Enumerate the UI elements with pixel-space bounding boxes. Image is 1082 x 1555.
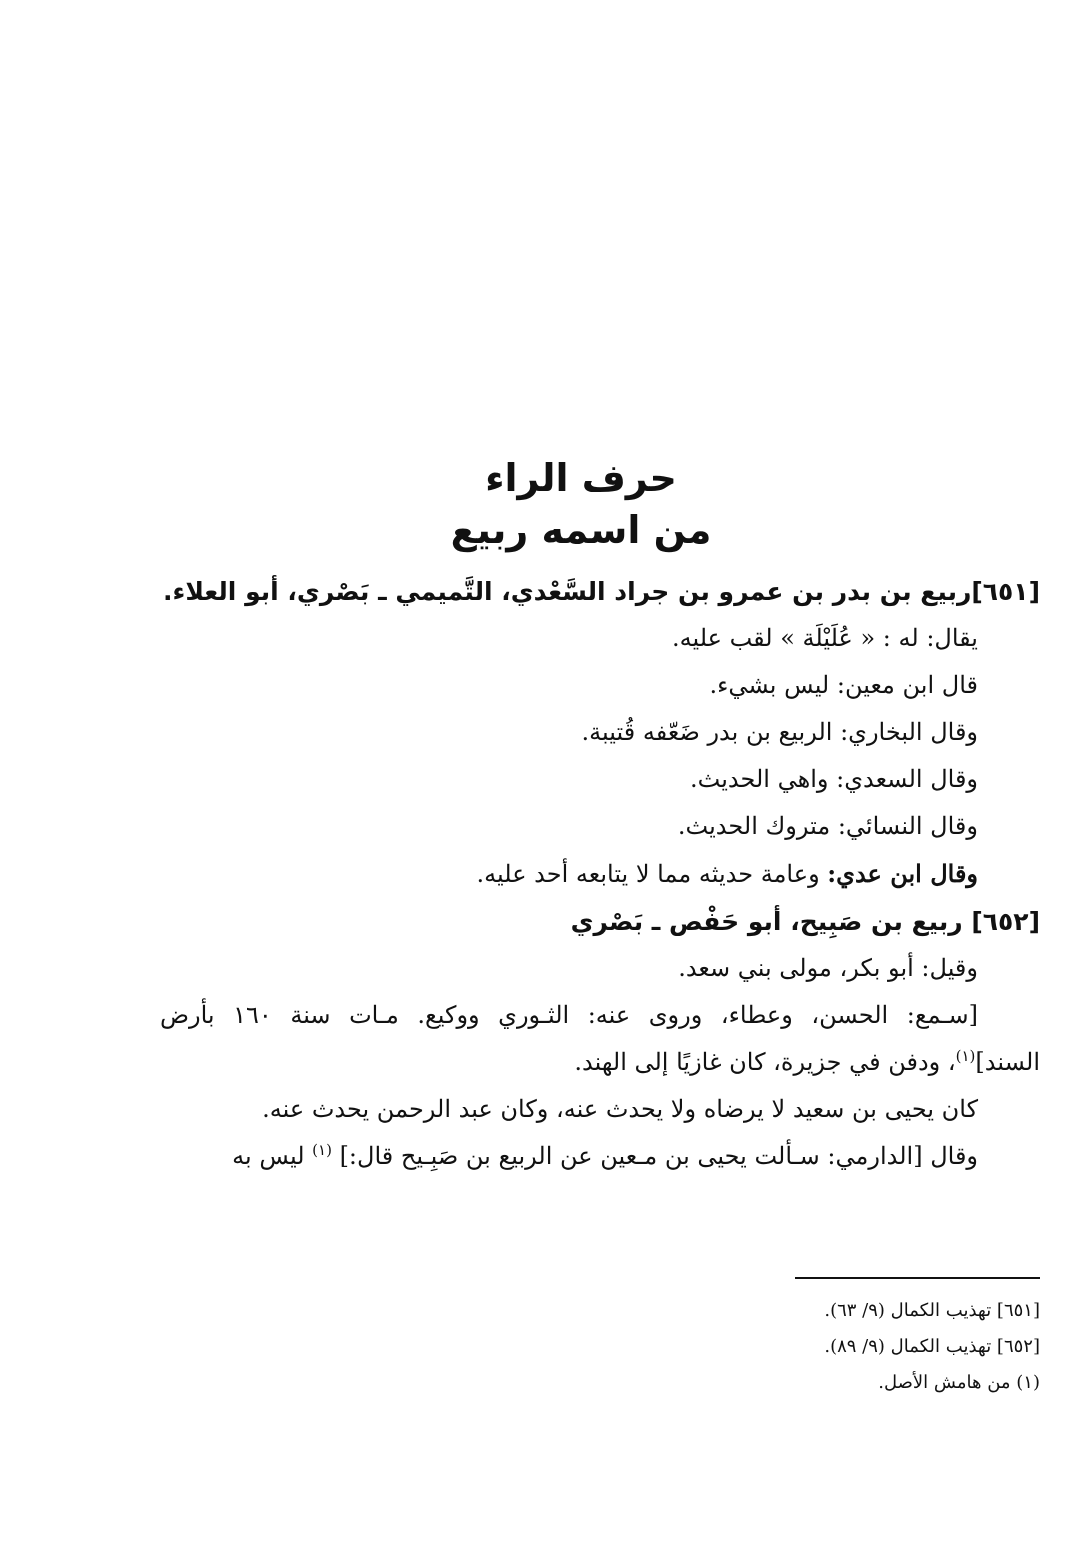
entry-652-line: وقيل: أبو بكر، مولى بني سعد.: [678, 954, 978, 982]
entry-652-line-start: السند]: [975, 1048, 1040, 1076]
footnote-divider: [795, 1277, 1040, 1279]
chapter-title: حرف الراء: [485, 456, 677, 500]
main-text: [160, 568, 1040, 1180]
entry-651-line-text: وعامة حديثه مما لا يتابعه أحد عليه.: [476, 860, 820, 888]
speaker-label: وقال ابن عدي:: [827, 859, 978, 888]
entry-652-line: [160, 1133, 1040, 1180]
footnotes: [480, 1277, 1040, 1401]
footnote: [٦٥٢] تهذيب الكمال (٩/ ٨٩).: [824, 1336, 1040, 1357]
entry-652-heading: [٦٥٢] ربيع بن صَبِيح، أبو حَفْص ـ بَصْري: [570, 907, 1040, 936]
entry-652-line-end: ، ودفن في جزيرة، كان غازيًا إلى الهند.: [574, 1048, 956, 1076]
entry-651-line: وقال السعدي: واهي الحديث.: [690, 765, 978, 793]
entry-651-line: [160, 850, 1040, 898]
entry-651-line: وقال النسائي: متروك الحديث.: [677, 812, 978, 840]
entry-652-line: كان يحيى بن سعيد لا يرضاه ولا يحدث عنه، وكان عبد الرحمن يحدث عنه.: [262, 1095, 978, 1123]
footnote-marker: (١): [312, 1141, 332, 1159]
entry-651-line: قال ابن معين: ليس بشيء.: [709, 671, 978, 699]
entry-651-line: وقال البخاري: الربيع بن بدر ضَعّفه قُتيبة.: [581, 718, 978, 746]
footnote: [٦٥١] تهذيب الكمال (٩/ ٦٣).: [824, 1300, 1040, 1321]
chapter-heading: [0, 452, 1082, 556]
entry-652-line-end: ليس به: [232, 1142, 305, 1170]
entry-651-heading: [٦٥١]ربيع بن بدر بن عمرو بن جراد السَّعْدي، التَّميمي ـ بَصْري، أبو العلاء.: [163, 577, 1040, 606]
entry-651-line: يقال: له : « عُلَيْلَة » لقب عليه.: [671, 624, 978, 652]
footnote: (١) من هامش الأصل.: [878, 1372, 1040, 1393]
section-title: من اسمه ربيع: [450, 508, 712, 552]
footnote-marker: (١): [955, 1047, 976, 1065]
entry-652-line-start: وقال [الدارمي: سـألت يحيى بن مـعين عن الربيع بن صَبِـيح قال:]: [339, 1142, 978, 1170]
entry-652-line: [160, 1039, 1040, 1086]
entry-652-line: [سـمع: الحسن، وعطاء، وروى عنه: الثـوري ووكيع. مـات سنة ١٦٠ بأرض: [160, 1001, 978, 1029]
